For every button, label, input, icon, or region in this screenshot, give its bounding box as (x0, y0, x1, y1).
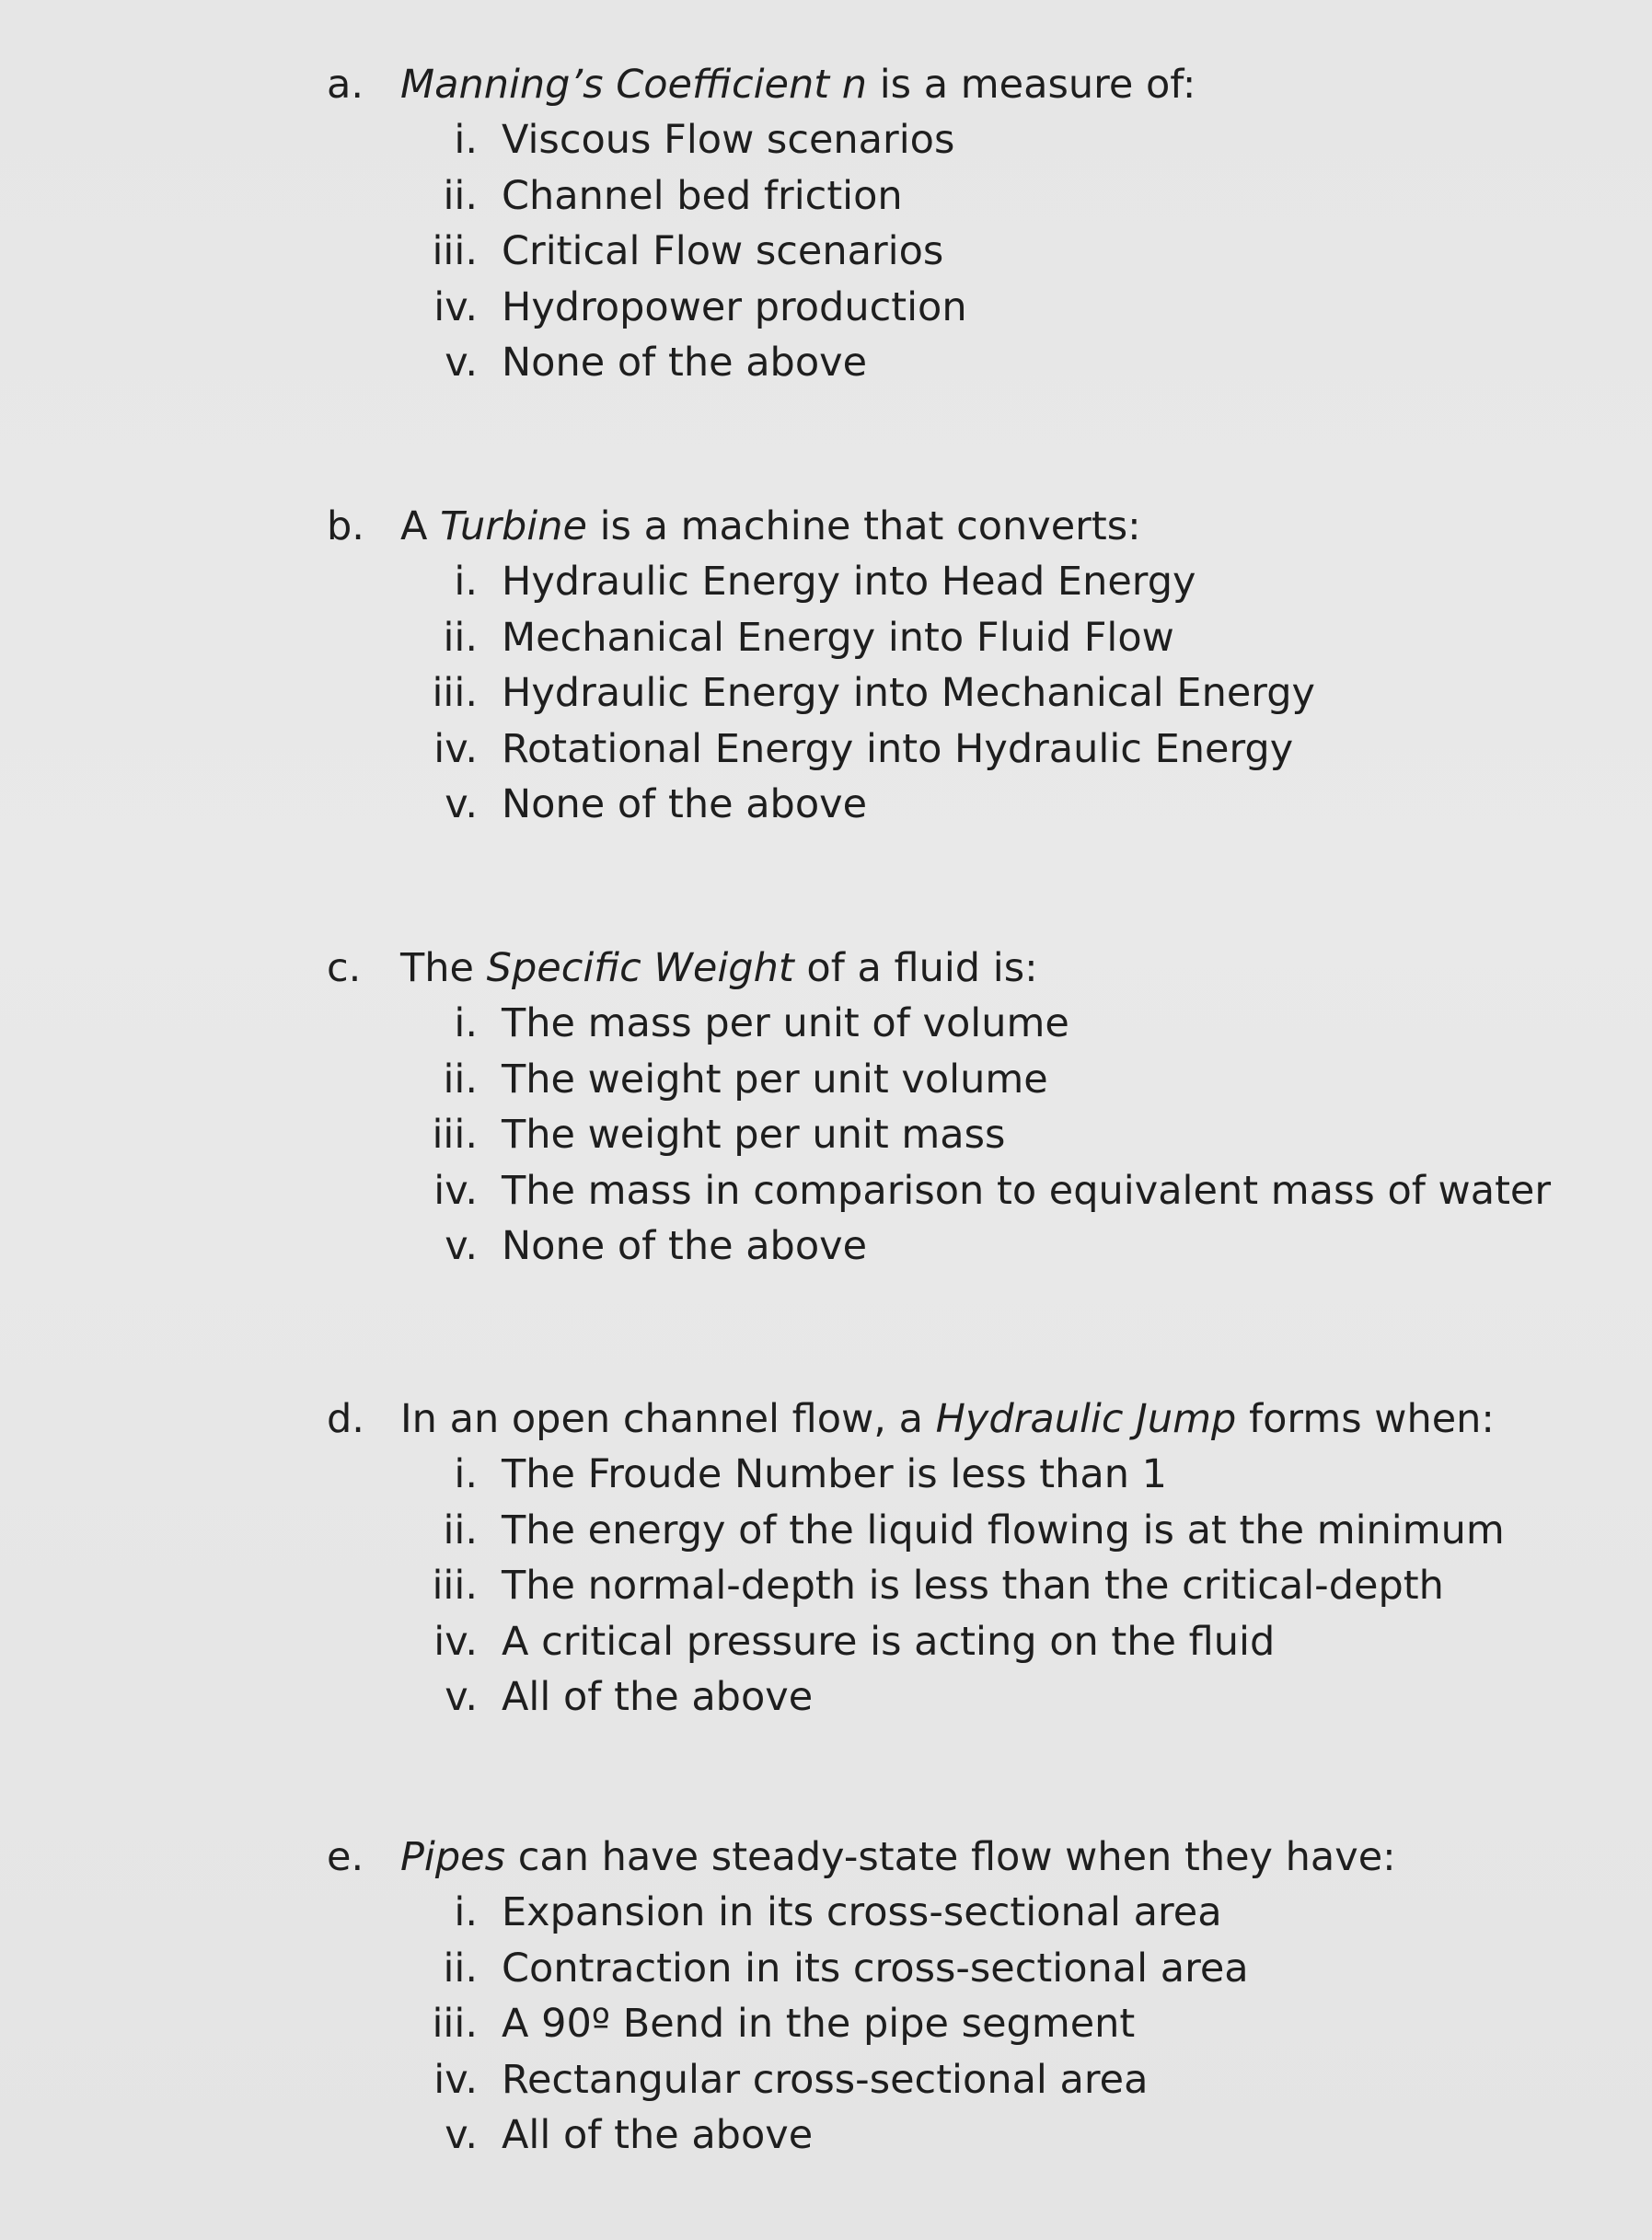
option-i (327, 1447, 1597, 1503)
question-stem-row (327, 1391, 1597, 1447)
option-i (327, 996, 1597, 1052)
option-v (327, 2107, 1597, 2164)
option-iii (327, 1996, 1597, 2052)
option-text: Hydraulic Energy into Head Energy (502, 559, 1196, 605)
option-iii (327, 224, 1597, 280)
option-iii (327, 665, 1597, 722)
option-numeral: iv. (433, 1618, 478, 1665)
question-stem (400, 57, 1597, 112)
option-numeral: i. (454, 1889, 478, 1935)
option-list (327, 1447, 1597, 1726)
option-numeral: v. (445, 1223, 478, 1269)
stem-pre: A (400, 503, 441, 549)
stem-emphasis: Manning’s Coefficient n (400, 62, 868, 108)
question-stem (400, 499, 1597, 554)
option-iii (327, 1558, 1597, 1614)
option-numeral: ii. (443, 614, 478, 661)
option-text: Mechanical Energy into Fluid Flow (502, 614, 1174, 661)
option-v (327, 1218, 1597, 1275)
option-numeral: i. (454, 117, 478, 163)
option-i (327, 112, 1597, 168)
option-text: The normal-depth is less than the critical-depth (502, 1563, 1444, 1609)
stem-post: forms when: (1236, 1396, 1495, 1442)
option-numeral: i. (454, 559, 478, 605)
option-list (327, 996, 1597, 1275)
question-letter: a. (327, 62, 364, 108)
question-e (327, 1830, 1597, 2164)
option-numeral: iii. (432, 670, 478, 716)
option-ii (327, 1503, 1597, 1559)
question-stem-row (327, 1830, 1597, 1885)
option-numeral: v. (445, 2112, 478, 2158)
option-list (327, 1885, 1597, 2164)
option-text: All of the above (502, 1674, 814, 1720)
option-text: Rotational Energy into Hydraulic Energy (502, 725, 1294, 772)
option-i (327, 1885, 1597, 1941)
question-stem-row (327, 941, 1597, 996)
option-numeral: ii. (443, 1056, 478, 1103)
question-letter: d. (327, 1396, 364, 1442)
option-text: Channel bed friction (502, 172, 903, 219)
option-text: The weight per unit volume (502, 1056, 1048, 1103)
option-text: The Froude Number is less than 1 (502, 1451, 1168, 1497)
option-iv (327, 280, 1597, 336)
option-text: Critical Flow scenarios (502, 228, 944, 274)
option-text: The energy of the liquid flowing is at the minimum (502, 1507, 1505, 1553)
stem-emphasis: Pipes (400, 1834, 506, 1880)
option-iv (327, 2052, 1597, 2108)
option-iv (327, 1614, 1597, 1670)
option-text: Hydropower production (502, 283, 967, 330)
option-list (327, 554, 1597, 833)
option-text: A critical pressure is acting on the fluid (502, 1618, 1276, 1665)
option-numeral: iv. (433, 283, 478, 330)
stem-post: is a machine that converts: (586, 503, 1141, 549)
option-list (327, 112, 1597, 391)
question-stem (400, 941, 1597, 996)
option-numeral: iv. (433, 1167, 478, 1214)
option-text: Hydraulic Energy into Mechanical Energy (502, 670, 1315, 716)
stem-post: is a measure of: (867, 62, 1196, 108)
question-letter: b. (327, 503, 364, 549)
stem-emphasis: Turbine (440, 503, 587, 549)
option-text: A 90º Bend in the pipe segment (502, 2001, 1136, 2047)
stem-emphasis: Specific Weight (486, 945, 794, 991)
option-text: None of the above (502, 340, 868, 386)
option-text: Rectangular cross-sectional area (502, 2056, 1149, 2103)
option-numeral: v. (445, 781, 478, 827)
option-numeral: i. (454, 1451, 478, 1497)
stem-pre: The (400, 945, 487, 991)
option-numeral: iv. (433, 725, 478, 772)
question-d (327, 1391, 1597, 1726)
option-i (327, 554, 1597, 610)
question-letter: c. (327, 945, 362, 991)
option-numeral: iii. (432, 1112, 478, 1158)
option-text: The weight per unit mass (502, 1112, 1006, 1158)
option-numeral: iv. (433, 2056, 478, 2103)
option-text: None of the above (502, 1223, 868, 1269)
option-text: All of the above (502, 2112, 814, 2158)
option-numeral: iii. (432, 1563, 478, 1609)
question-letter: e. (327, 1834, 364, 1880)
option-numeral: ii. (443, 1507, 478, 1553)
option-ii (327, 168, 1597, 225)
question-stem-row (327, 57, 1597, 112)
option-v (327, 777, 1597, 833)
question-c (327, 941, 1597, 1275)
option-v (327, 1669, 1597, 1726)
question-stem (400, 1830, 1597, 1885)
option-ii (327, 1052, 1597, 1108)
option-text: The mass per unit of volume (502, 1000, 1069, 1046)
option-numeral: iii. (432, 2001, 478, 2047)
question-b (327, 499, 1597, 833)
option-numeral: i. (454, 1000, 478, 1046)
question-stem-row (327, 499, 1597, 554)
option-ii (327, 610, 1597, 666)
stem-emphasis: Hydraulic Jump (935, 1396, 1237, 1442)
stem-post: of a fluid is: (793, 945, 1038, 991)
stem-pre: In an open channel flow, a (400, 1396, 936, 1442)
option-iv (327, 722, 1597, 778)
option-numeral: ii. (443, 1945, 478, 1992)
option-v (327, 335, 1597, 391)
question-a (327, 57, 1597, 391)
option-text: Viscous Flow scenarios (502, 117, 955, 163)
option-iii (327, 1107, 1597, 1163)
option-text: Contraction in its cross-sectional area (502, 1945, 1249, 1992)
option-numeral: v. (445, 1674, 478, 1720)
option-text: The mass in comparison to equivalent mass of water (502, 1167, 1552, 1214)
option-numeral: v. (445, 340, 478, 386)
stem-post: can have steady-state flow when they have: (505, 1834, 1396, 1880)
option-text: None of the above (502, 781, 868, 827)
option-numeral: iii. (432, 228, 478, 274)
option-text: Expansion in its cross-sectional area (502, 1889, 1222, 1935)
option-iv (327, 1163, 1597, 1219)
question-stem (400, 1391, 1597, 1447)
option-numeral: ii. (443, 172, 478, 219)
option-ii (327, 1941, 1597, 1997)
